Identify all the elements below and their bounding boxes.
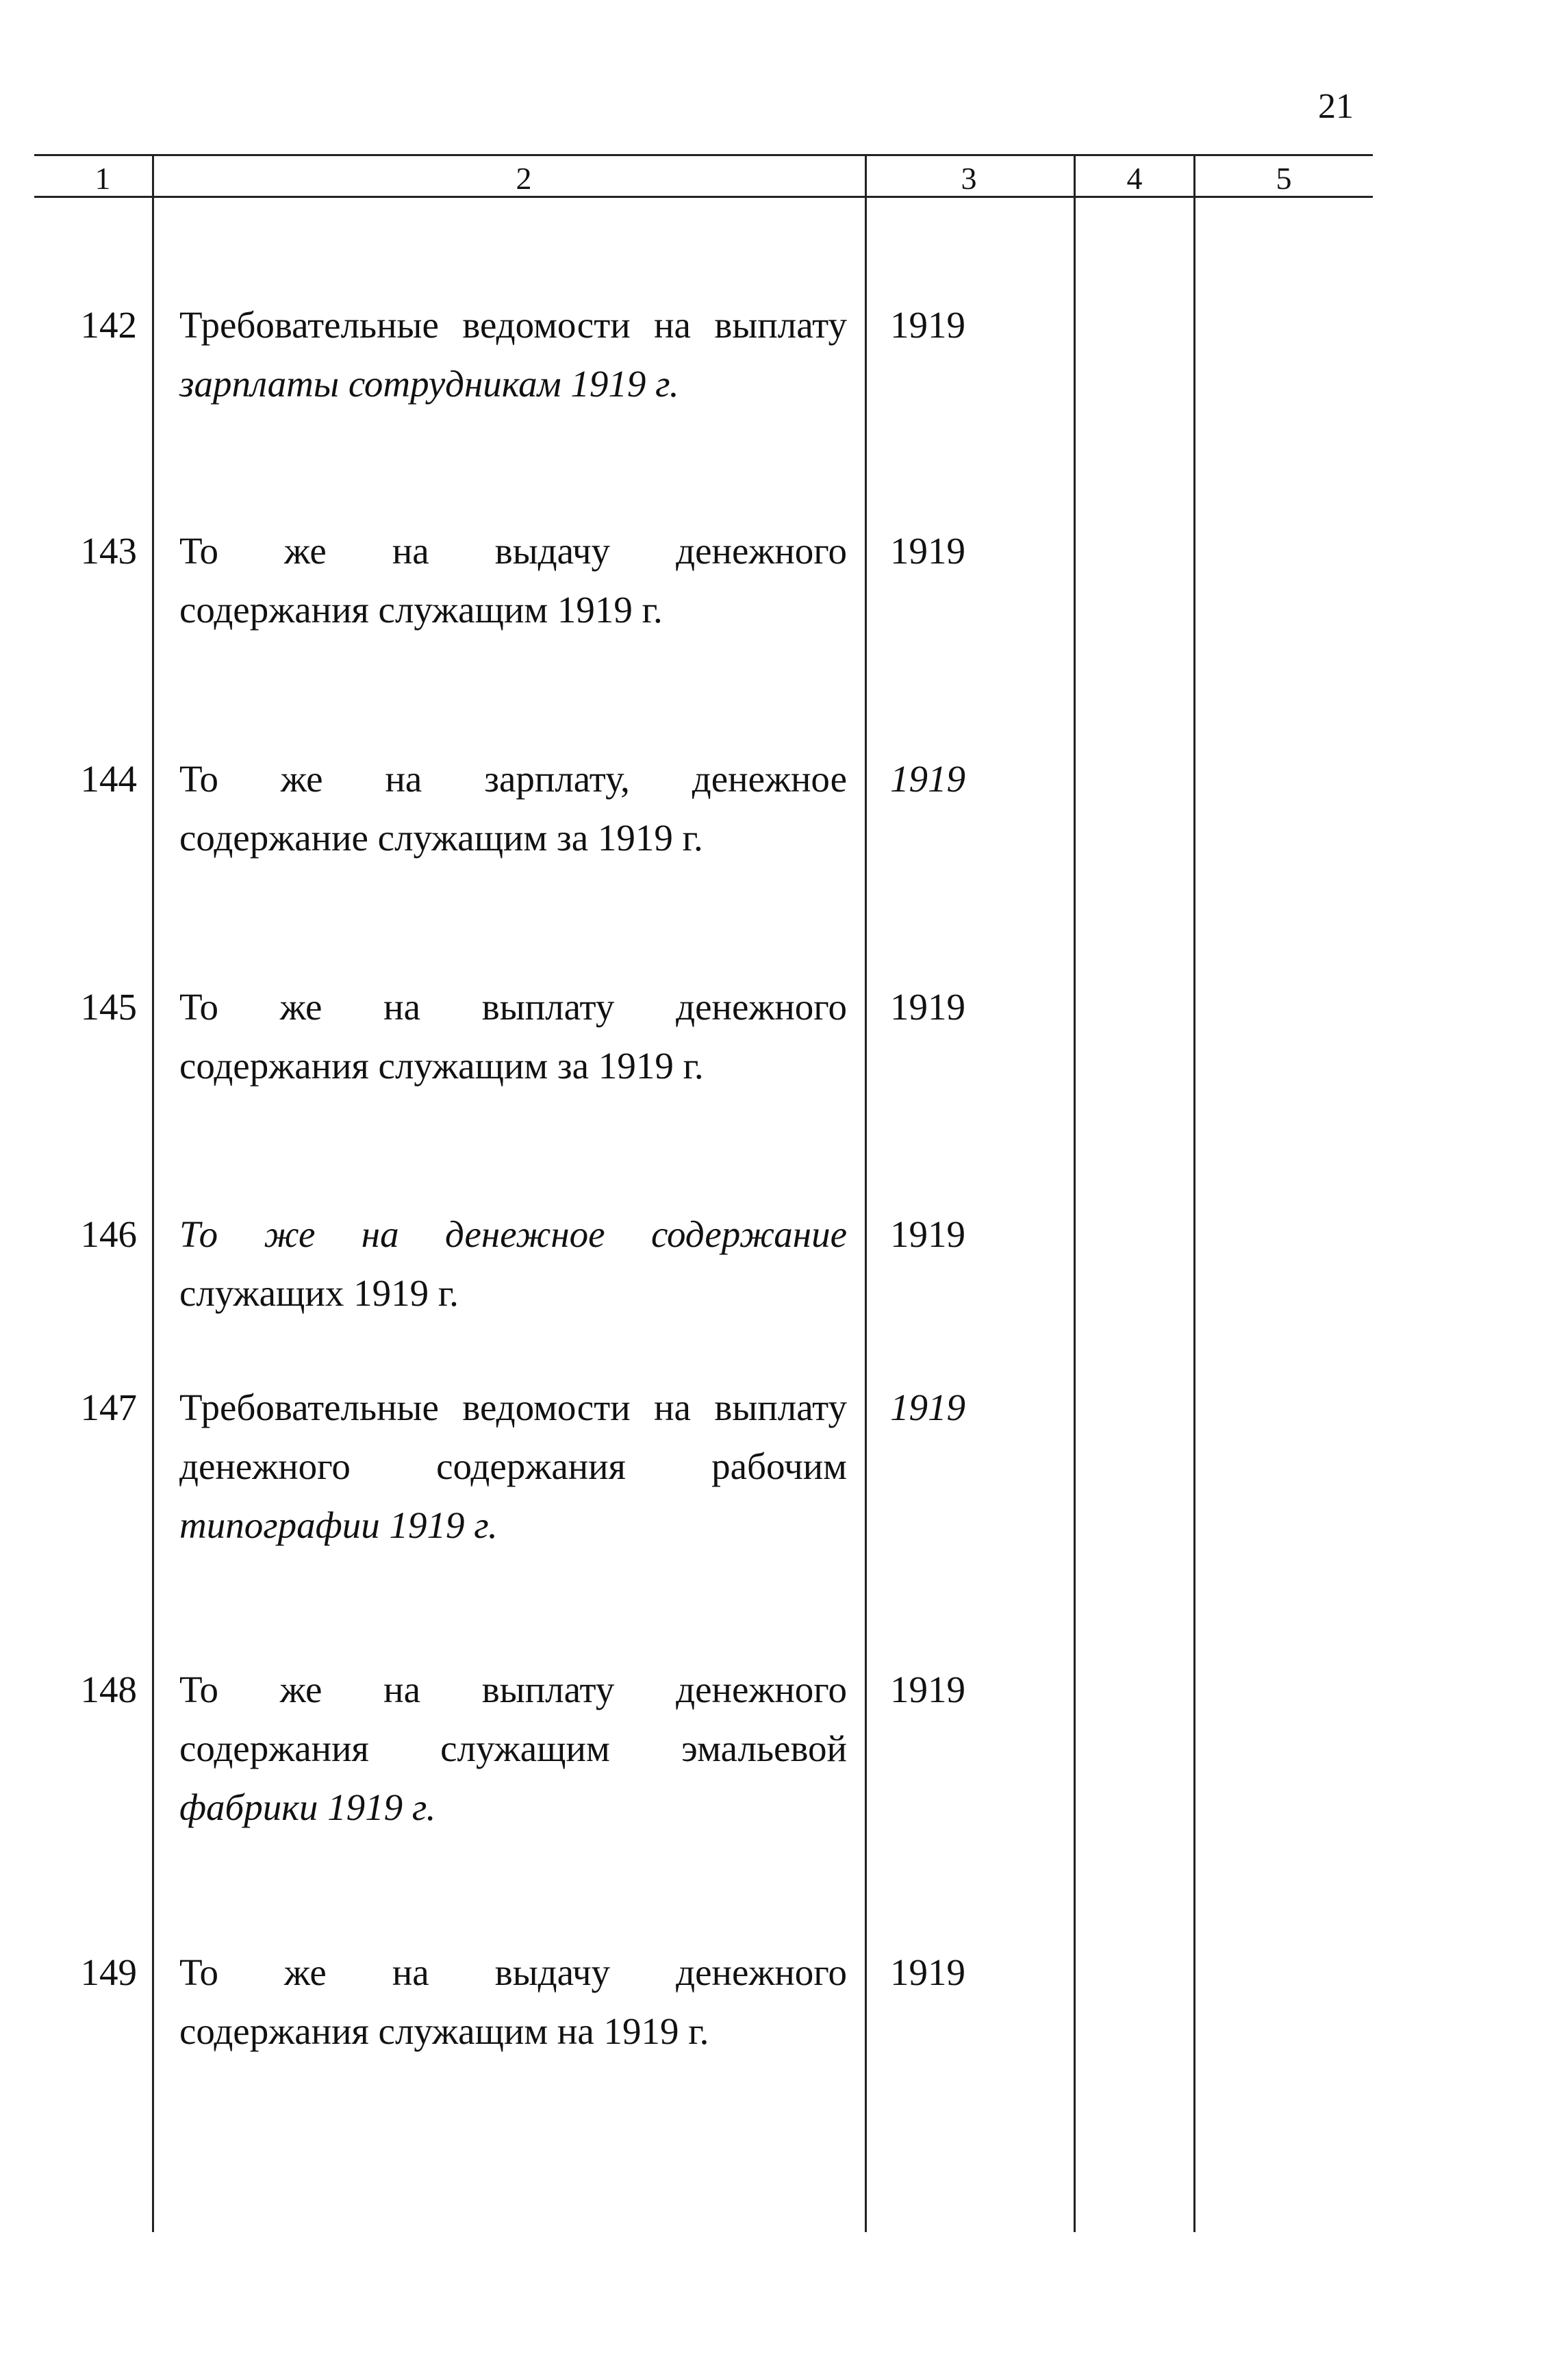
row-description [179, 978, 847, 1096]
column-header-5: 5 [1276, 161, 1292, 196]
row-number: 145 [80, 986, 137, 1028]
description-line: содержания служащим за 1919 г. [179, 1045, 704, 1087]
row-description [179, 1205, 847, 1323]
description-line: То же на выдачу денежного [179, 1951, 847, 1993]
column-divider-3 [1074, 154, 1076, 2232]
description-line: То же на зарплату, денежное [179, 758, 847, 800]
row-year: 1919 [890, 758, 965, 800]
row-year: 1919 [890, 1951, 965, 1993]
description-line: То же на выплату денежного [179, 1669, 847, 1710]
row-year: 1919 [890, 986, 965, 1028]
column-divider-1 [152, 154, 154, 2232]
description-line: содержания служащим эмальевой [179, 1727, 847, 1769]
column-divider-2 [865, 154, 867, 2232]
row-number: 142 [80, 304, 137, 346]
description-line: типографии 1919 г. [179, 1504, 498, 1546]
row-number: 147 [80, 1387, 137, 1428]
row-year: 1919 [890, 1669, 965, 1710]
description-line: содержание служащим за 1919 г. [179, 817, 703, 859]
page-number: 21 [1318, 87, 1354, 126]
row-number: 148 [80, 1669, 137, 1710]
description-line: содержания служащим 1919 г. [179, 589, 663, 631]
description-line: фабрики 1919 г. [179, 1786, 436, 1828]
description-line: содержания служащим на 1919 г. [179, 2010, 709, 2052]
description-line: зарплаты сотрудникам 1919 г. [179, 363, 679, 405]
row-year: 1919 [890, 530, 965, 572]
row-number: 146 [80, 1213, 137, 1255]
column-header-1: 1 [94, 161, 111, 196]
description-line: денежного содержания рабочим [179, 1445, 847, 1487]
description-line: То же на выплату денежного [179, 986, 847, 1028]
row-number: 149 [80, 1951, 137, 1993]
description-line: То же на выдачу денежного [179, 530, 847, 572]
column-header-2: 2 [516, 161, 532, 196]
column-header-3: 3 [961, 161, 977, 196]
row-description [179, 296, 847, 414]
description-line: То же на денежное содержание [179, 1213, 847, 1255]
row-year: 1919 [890, 1387, 965, 1428]
row-description [179, 1943, 847, 2061]
table-top-rule [34, 154, 1373, 156]
row-year: 1919 [890, 1213, 965, 1255]
description-line: Требовательные ведомости на выплату [179, 304, 847, 346]
row-year: 1919 [890, 304, 965, 346]
column-divider-4 [1193, 154, 1195, 2232]
row-number: 143 [80, 530, 137, 572]
header-bottom-rule [34, 196, 1373, 198]
row-description [179, 750, 847, 868]
row-number: 144 [80, 758, 137, 800]
description-line: Требовательные ведомости на выплату [179, 1387, 847, 1428]
row-description [179, 522, 847, 640]
column-header-4: 4 [1126, 161, 1143, 196]
description-line: служащих 1919 г. [179, 1272, 459, 1314]
row-description [179, 1378, 847, 1555]
row-description [179, 1660, 847, 1837]
